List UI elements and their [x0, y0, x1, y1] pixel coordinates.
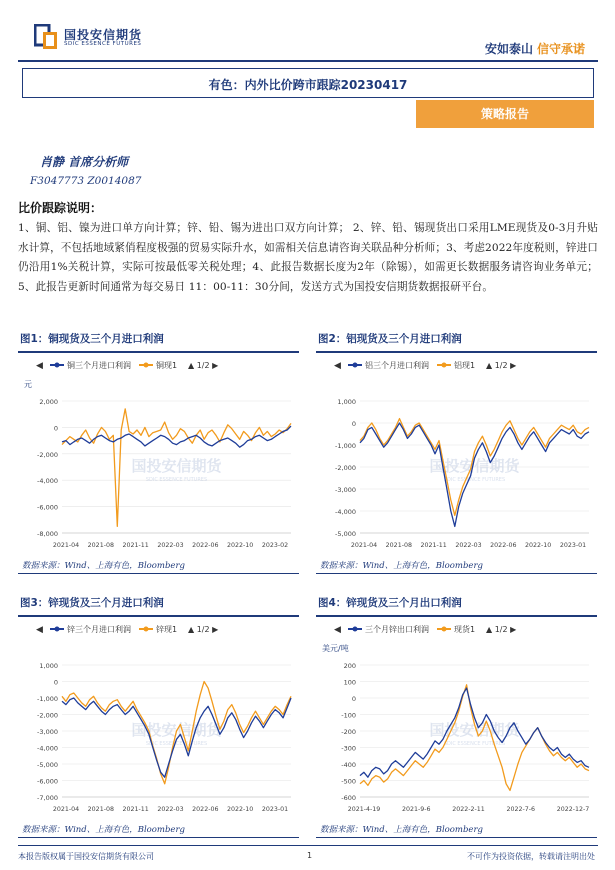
legend-page: ▲ 1/2 ▶ — [188, 361, 219, 370]
x-tick-label: 2022-10 — [525, 542, 552, 549]
y-tick-label: -4,000 — [37, 744, 58, 753]
figure-source: 数据来源：Wind、上海有色，Bloomberg — [22, 561, 185, 571]
legend-marker — [55, 627, 60, 632]
footer-disclaimer: 不可作为投资依据，转载请注明出处 — [467, 852, 595, 861]
legend-label: 铜三个月进口利润 — [67, 361, 131, 370]
legend-arrow-left-icon: ◀ — [334, 625, 341, 635]
y-tick-label: -5,000 — [335, 530, 356, 538]
y-tick-label: -200 — [341, 728, 356, 736]
y-tick-label: 0 — [53, 678, 58, 687]
y-tick-label: -2,000 — [37, 450, 58, 459]
chart-zinc-export — [316, 621, 597, 819]
figure-title: 图4：锌现货及三个月出口利润 — [316, 595, 597, 617]
slogan — [485, 40, 585, 57]
legend-page: ▲ 1/2 ▶ — [486, 625, 517, 634]
chart-legend — [36, 360, 219, 371]
x-tick-label: 2023-02 — [261, 542, 289, 549]
report-type-tag: 策略报告 — [416, 100, 594, 128]
chart-watermark-en: SDIC ESSENCE FUTURES — [145, 741, 208, 747]
legend-marker — [353, 627, 358, 632]
chart-legend — [334, 360, 517, 371]
y-tick-label: -100 — [341, 711, 356, 720]
y-tick-label: 2,000 — [39, 398, 58, 406]
x-tick-label: 2022-7-6 — [506, 806, 536, 813]
figure-rule — [316, 837, 597, 838]
y-tick-label: -4,000 — [37, 477, 58, 486]
y-tick-label: -1,000 — [37, 695, 58, 703]
notes-heading: 比价跟踪说明： — [18, 201, 103, 215]
y-tick-label: 1,000 — [39, 662, 58, 670]
chart-watermark-en: SDIC ESSENCE FUTURES — [443, 477, 506, 483]
slogan-part2: 信守承诺 — [536, 42, 585, 56]
logo-mark-icon — [34, 24, 58, 50]
page-number: 1 — [307, 851, 313, 860]
figure-title: 图2：铝现货及三个月进口利润 — [316, 331, 597, 353]
y-tick-label: -1,000 — [335, 442, 356, 450]
x-tick-label: 2022-03 — [157, 806, 184, 813]
y-tick-label: -600 — [341, 794, 356, 802]
page-header — [0, 0, 615, 66]
legend-arrow-left-icon: ◀ — [334, 361, 341, 371]
y-tick-label: -2,000 — [37, 711, 58, 720]
y-tick-label: -400 — [341, 761, 356, 769]
legend-page: ▲ 1/2 ▶ — [188, 625, 219, 634]
x-tick-label: 2022-06 — [192, 806, 219, 813]
x-tick-label: 2022-10 — [227, 542, 254, 549]
figure-rule — [316, 573, 597, 574]
x-tick-label: 2023-01 — [261, 806, 289, 813]
x-tick-label: 2022-10 — [227, 806, 254, 813]
notes-paragraph: 1、铜、铝、镍为进口单方向计算；锌、铅、锡为进出口双方向计算； 2、锌、铅、锡现货出口采用LME现货及0-3月升贴水计算，不包括地域紧俏程度极强的贸易实际升水，如需相关信息请咨询关联品种分析师；3、考虑2022年度税则，锌进口仍沿用1%关税计算，实际可按最低零关税处理；4、此报告数据长度为2年（除锡），如需更长数据服务请咨询业务单元；5、此报告更新时间通常为每交易日 11：00-11：30分间，发送方式为国投安信期货数据报研平台。 — [18, 222, 598, 293]
y-tick-label: -6,000 — [37, 777, 58, 786]
chart-legend — [334, 624, 517, 635]
report-title-bar — [22, 68, 594, 98]
y-tick-label: -3,000 — [37, 728, 58, 736]
x-tick-label: 2022-03 — [455, 542, 482, 549]
chart-watermark: 国投安信期货 — [429, 721, 520, 739]
legend-label: 铜现1 — [156, 361, 178, 370]
legend-label: 锌现1 — [156, 625, 178, 634]
y-tick-label: 200 — [343, 662, 356, 670]
x-tick-label: 2022-03 — [157, 542, 184, 549]
legend-marker — [55, 363, 60, 368]
chart-watermark: 国投安信期货 — [131, 721, 222, 739]
x-tick-label: 2021-08 — [385, 542, 412, 549]
chart-zinc-import — [18, 621, 299, 819]
x-tick-label: 2022-2-11 — [452, 806, 485, 813]
company-logo — [34, 24, 194, 52]
y-tick-label: -5,000 — [37, 761, 58, 769]
legend-marker — [353, 363, 358, 368]
figure-rule — [18, 837, 299, 838]
chart-aluminum-import — [316, 357, 597, 555]
legend-label: 锌三个月进口利润 — [67, 625, 131, 634]
figure-rule — [18, 573, 299, 574]
y-tick-label: 0 — [351, 695, 356, 703]
logo-en-text: SDIC ESSENCE FUTURES — [64, 41, 142, 47]
x-tick-label: 2021-4-19 — [347, 806, 381, 813]
chart-watermark-en: SDIC ESSENCE FUTURES — [145, 477, 208, 483]
y-tick-label: -300 — [341, 744, 356, 753]
header-divider — [18, 60, 598, 62]
legend-page: ▲ 1/2 ▶ — [486, 361, 517, 370]
legend-marker — [442, 363, 447, 368]
x-tick-label: 2022-06 — [490, 542, 517, 549]
legend-arrow-left-icon: ◀ — [36, 625, 43, 635]
y-tick-label: -500 — [341, 777, 356, 786]
x-tick-label: 2021-04 — [52, 806, 80, 813]
chart-watermark: 国投安信期货 — [429, 457, 520, 475]
chart-copper-import — [18, 357, 299, 555]
y-tick-label: 100 — [343, 678, 356, 687]
y-axis-unit: 美元/吨 — [322, 644, 349, 653]
x-tick-label: 2021-11 — [122, 542, 149, 549]
x-tick-label: 2021-08 — [87, 806, 114, 813]
y-tick-label: -7,000 — [37, 794, 58, 802]
x-tick-label: 2023-01 — [559, 542, 587, 549]
y-tick-label: -8,000 — [37, 530, 58, 538]
y-tick-label: -2,000 — [335, 464, 356, 472]
report-title: 有色：内外比价跨市跟踪20230417 — [208, 78, 408, 92]
x-tick-label: 2021-11 — [122, 806, 149, 813]
chart-legend — [36, 624, 219, 635]
figure-title: 图3：锌现货及三个月进口利润 — [18, 595, 299, 617]
slogan-part1: 安如泰山 — [484, 42, 533, 56]
legend-marker — [442, 627, 447, 632]
footer-divider — [18, 845, 598, 846]
series-line-1 — [62, 426, 291, 447]
x-tick-label: 2021-04 — [350, 542, 378, 549]
legend-marker — [144, 363, 149, 368]
footer-copyright: 本报告版权属于国投安信期货有限公司 — [18, 852, 154, 861]
series-line-2 — [62, 682, 291, 784]
legend-label: 铝三个月进口利润 — [365, 361, 429, 370]
legend-marker — [144, 627, 149, 632]
x-tick-label: 2021-04 — [52, 542, 80, 549]
legend-label: 铝现1 — [454, 361, 476, 370]
y-axis-unit: 元 — [24, 380, 32, 389]
legend-label: 现货1 — [454, 625, 476, 634]
figure-title: 图1：铜现货及三个月进口利润 — [18, 331, 299, 353]
y-tick-label: 0 — [53, 424, 58, 433]
figure-source: 数据来源：Wind、上海有色，Bloomberg — [22, 825, 185, 835]
certificate-number: F3047773 Z0014087 — [30, 175, 142, 187]
x-tick-label: 2021-08 — [87, 542, 114, 549]
chart-watermark-en: SDIC ESSENCE FUTURES — [443, 741, 506, 747]
y-tick-label: 1,000 — [337, 398, 356, 406]
y-tick-label: -3,000 — [335, 486, 356, 494]
chart-watermark: 国投安信期货 — [131, 457, 222, 475]
legend-arrow-left-icon: ◀ — [36, 361, 43, 371]
legend-label: 三个月锌出口利润 — [365, 625, 429, 634]
x-tick-label: 2022-06 — [192, 542, 219, 549]
author-line: 肖静 首席分析师 — [40, 155, 129, 169]
y-tick-label: -4,000 — [335, 508, 356, 516]
figure-source: 数据来源：Wind、上海有色，Bloomberg — [320, 561, 483, 571]
y-tick-label: -6,000 — [37, 503, 58, 512]
x-tick-label: 2021-9-6 — [401, 806, 431, 813]
logo-cn-text: 国投安信期货 — [64, 28, 143, 42]
x-tick-label: 2022-12-7 — [556, 806, 590, 813]
y-tick-label: 0 — [351, 420, 356, 428]
figure-source: 数据来源：Wind、上海有色，Bloomberg — [320, 825, 483, 835]
x-tick-label: 2021-11 — [420, 542, 447, 549]
